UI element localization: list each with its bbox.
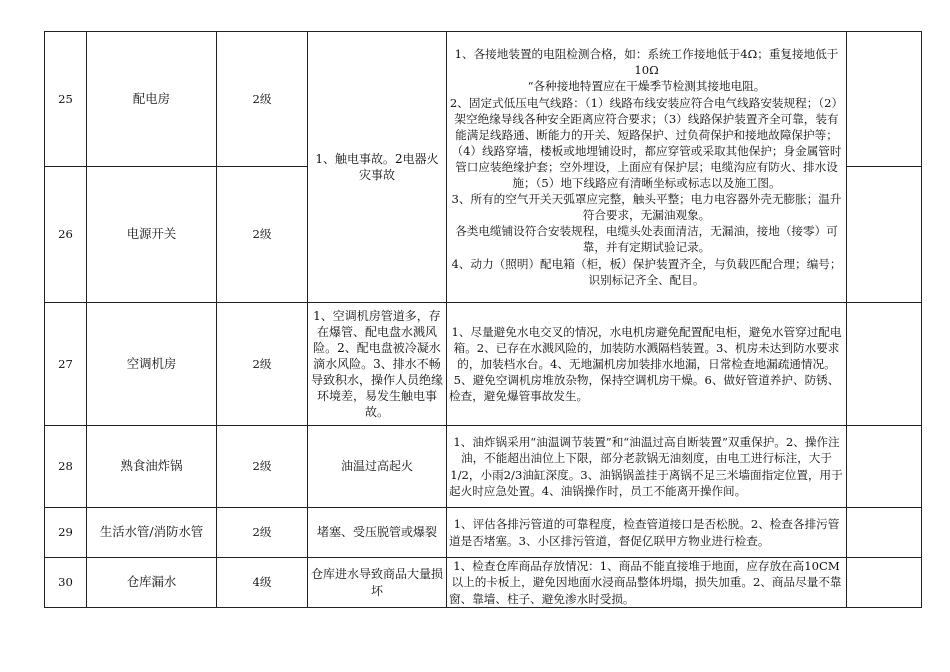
risk-description (308, 32, 447, 303)
risk-level: 4级 (217, 558, 308, 608)
safety-risk-table (44, 31, 922, 608)
row-number: 30 (45, 558, 87, 608)
risk-level: 2级 (217, 508, 308, 558)
risk-level: 2级 (217, 303, 308, 426)
risk-level: 2级 (217, 167, 308, 303)
risk-text: 仓库进水导致商品大量损坏 (310, 567, 443, 598)
table-row (45, 508, 922, 558)
risk-location: 电源开关 (87, 167, 217, 303)
row-number: 26 (45, 167, 87, 303)
measures-text: 1、尽量避免水电交叉的情况，水电机房避免配置配电柜，避免水管穿过配电箱。2、已存在水溅风险的，加装防水溅隔档装置。3、机房未达到防水要求的，加装档水台。4、无地漏机房加装排水地漏，日常检查地漏疏通情况。5、避免空调机房堆放杂物，保持空调机房干燥。6、做好管道养护、防锈、检查，避免爆管事故发生。 (449, 324, 842, 404)
control-measures (447, 303, 847, 426)
row-number: 28 (45, 426, 87, 508)
control-measures (447, 558, 847, 608)
remarks-cell (847, 426, 922, 508)
control-measures (447, 508, 847, 558)
remarks-cell (847, 558, 922, 608)
risk-description (308, 426, 447, 508)
risk-description (308, 508, 447, 558)
table-row (45, 303, 922, 426)
remarks-cell (847, 303, 922, 426)
remarks-cell (847, 508, 922, 558)
row-number: 25 (45, 32, 87, 167)
table-row (45, 426, 922, 508)
risk-location: 空调机房 (87, 303, 217, 426)
risk-location: 配电房 (87, 32, 217, 167)
remarks-cell (847, 167, 922, 303)
measures-text: 1、油炸锅采用“油温调节装置”和“油温过高自断装置”双重保护。2、操作注油，不能超出油位上下限，部分老款锅无油刻度，由电工进行标注，大于1/2，小雨2/3油缸深度。3、油锅锅盖挂于离锅不足三米墙面指定位置，用于起火时应急处置。4、油锅操作时，员工不能离开操作间。 (449, 435, 843, 498)
risk-description (308, 303, 447, 426)
risk-text: 堵塞、受压脱管或爆裂 (316, 525, 437, 540)
table-row (45, 558, 922, 608)
risk-text: 1、空调机房管道多，存在爆管、配电盘水溅风险。2、配电盘被冷凝水滴水风险。3、排水不畅导致积水，操作人员绝缘环境差，易发生触电事故。 (310, 308, 443, 420)
risk-level: 2级 (217, 32, 308, 167)
row-number: 29 (45, 508, 87, 558)
measures-text: 1、评估各排污管道的可靠程度，检查管道接口是否松脱。2、检查各排污管道是否堵塞。3、小区排污管道，督促亿联甲方物业进行检查。 (449, 517, 840, 548)
risk-description (308, 558, 447, 608)
control-measures (447, 426, 847, 508)
table-row (45, 32, 922, 167)
risk-location: 仓库漏水 (87, 558, 217, 608)
risk-location: 生活水管/消防水管 (87, 508, 217, 558)
risk-text: 1、触电事故。2电器火灾事故 (315, 151, 439, 182)
risk-text: 油温过高起火 (340, 459, 413, 474)
risk-level: 2级 (217, 426, 308, 508)
remarks-cell (847, 32, 922, 167)
measures-text: 1、检查仓库商品存放情况：1、商品不能直接堆于地面，应存放在高10CM以上的卡板上，避免因地面水浸商品整体坍塌，损失加重。2、商品尽量不靠窗、靠墙、柱子、避免渗水时受损。 (449, 559, 842, 606)
row-number: 27 (45, 303, 87, 426)
risk-location: 熟食油炸锅 (87, 426, 217, 508)
measures-text: 1、各接地装置的电阻检测合格，如：系统工作接地低于4Ω；重复接地低于10Ω “各种接地特置应在干燥季节检测其接地电阻。 2、固定式低压电气线路：（1）线路布线安装应符合电气线路安装规程；（2）架空绝缘导线各种安全距离应符合要求；（3）线路保护装置齐全可靠，装有能满足线路通、断能力的开关、短路保护、过负荷保护和接地故障保护等；（4）线路穿墙，楼板或地埋铺设时，都应穿管或采取其他保护；身金属管时管口应装绝缘护套；空外埋设，上面应有保护层；电缆沟应有防火、排水设施；（5）地下线路应有清晰坐标或标志以及施工图。 3、所有的空气开关天弧罩应完整，触头平整；电力电容器外壳无膨胀；温升符合要求，无漏油观象。 各类电缆铺设符合安装规程，电缆头处表面清洁，无漏油，接地（接零）可靠，并有定期试验记录。 4、动力（照明）配电箱（柜，板）保护装置齐全，与负载匹配合理；编号；识别标记齐全、配目。 (449, 47, 844, 287)
control-measures (447, 32, 847, 303)
